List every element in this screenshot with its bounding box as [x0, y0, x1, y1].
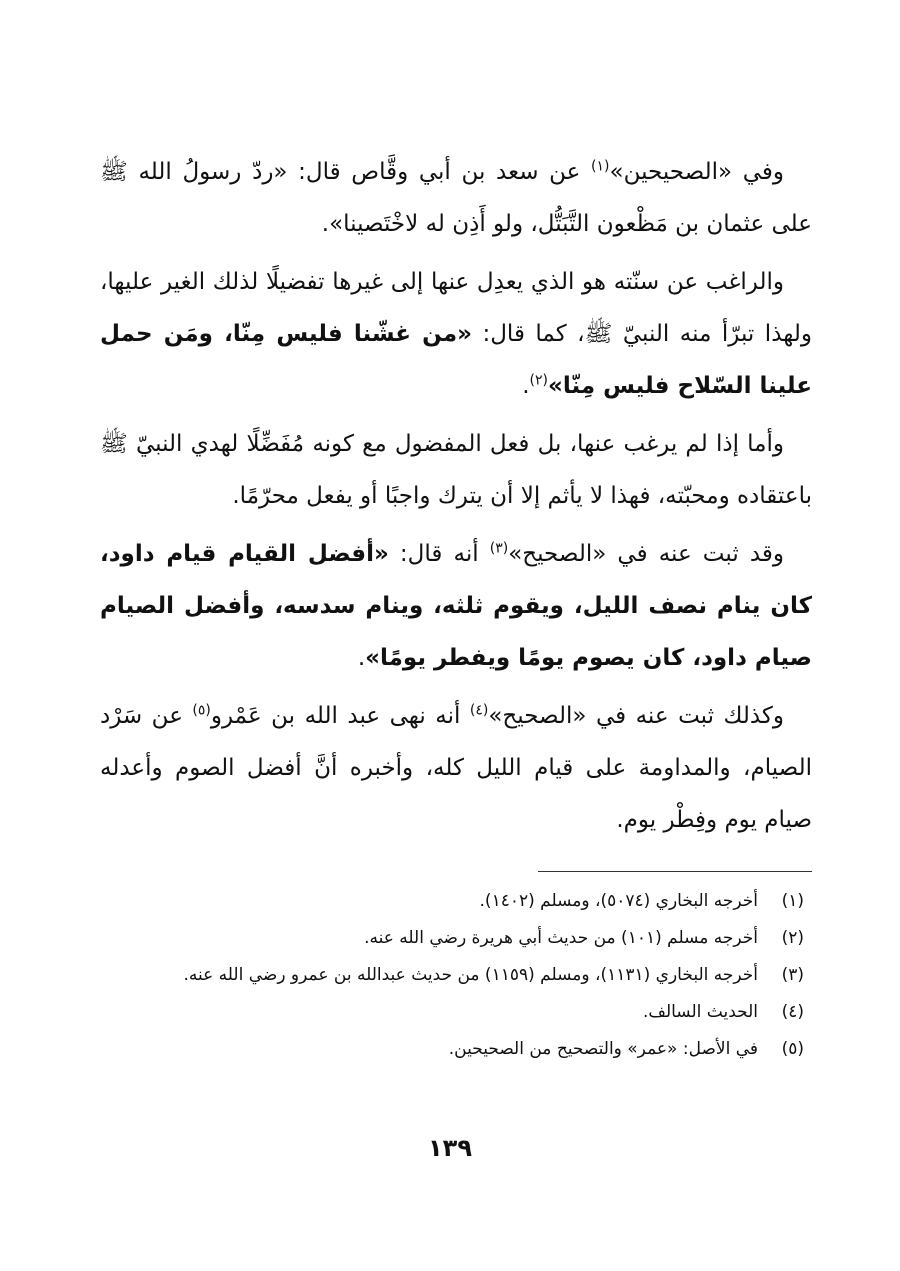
paragraph-text: .: [522, 373, 530, 399]
footnote-ref[interactable]: (٢): [529, 372, 549, 389]
page-number: ١٣٩: [428, 1134, 472, 1162]
paragraph-2: [100, 256, 812, 412]
paragraph-3: [100, 418, 812, 522]
hadith-quote: «من غشّنا فليس مِنّا، ومَن حمل علينا السّلاح فليس مِنّا»: [100, 321, 812, 399]
paragraph-4: [100, 528, 812, 684]
footnote-text: في الأصل: «عمر» والتصحيح من الصحيحين.: [448, 1039, 758, 1059]
footnote-text: الحديث السالف.: [642, 1002, 758, 1022]
footnote-ref[interactable]: (٣): [489, 540, 509, 557]
footnote-ref[interactable]: (١): [591, 158, 610, 175]
paragraph-text: أنه نهى عبد الله بن عَمْرو: [210, 703, 470, 729]
footnote-ref[interactable]: (٤): [469, 702, 489, 719]
footnote-item: [100, 920, 812, 957]
hadith-quote: «أفضل القيام قيام داود، كان ينام نصف الليل، ويقوم ثلثه، وينام سدسه، وأفضل الصيام صيام داود، كان يصوم يومًا ويفطر يومًا»: [100, 541, 812, 671]
footnote-item: [100, 883, 812, 920]
footnote-item: [100, 994, 812, 1031]
paragraph-text: وقد ثبت عنه في «الصحيح»: [508, 541, 784, 567]
footnote-number: (٣): [781, 965, 804, 985]
footnote-text: أخرجه مسلم (١٠١) من حديث أبي هريرة رضي الله عنه.: [364, 928, 758, 948]
paragraph-text: .: [357, 645, 366, 671]
paragraph-text: وأما إذا لم يرغب عنها، بل فعل المفضول مع كونه مُفَضِّلًا لهدي النبيّ ﷺ باعتقاده ومحبّته، فهذا لا يأثم إلا أن يترك واجبًا أو يفعل محرّمًا.: [100, 431, 812, 509]
paragraph-text: وكذلك ثبت عنه في «الصحيح»: [488, 703, 784, 729]
footnote-number: (٢): [781, 928, 804, 948]
paragraph-text: وفي «الصحيحين»: [609, 159, 784, 185]
footnote-item: [100, 1031, 812, 1068]
footnote-text: أخرجه البخاري (٥٠٧٤)، ومسلم (١٤٠٢).: [479, 891, 758, 911]
footnote-text: أخرجه البخاري (١١٣١)، ومسلم (١١٥٩) من حديث عبدالله بن عمرو رضي الله عنه.: [183, 965, 758, 985]
footnote-number: (٥): [781, 1039, 804, 1059]
paragraph-text: عن سعد بن أبي وقَّاص قال: «ردّ رسولُ الله ﷺ على عثمان بن مَظْعون التَّبَتُّل، ولو أَذِن له لاخْتَصينا».: [100, 159, 812, 237]
footnote-number: (١): [781, 891, 804, 911]
paragraph-5: [100, 690, 812, 846]
footnote-ref[interactable]: (٥): [192, 702, 211, 719]
paragraph-text: أنه قال:: [388, 541, 490, 567]
footnotes: [100, 883, 812, 1068]
footnote-divider: [538, 871, 812, 872]
page-body: [100, 146, 812, 852]
footnote-item: [100, 957, 812, 994]
paragraph-text: عن سَرْد الصيام، والمداومة على قيام الليل كله، وأخبره أنَّ أفضل الصوم وأعدله صيام يوم وفِطْر يوم.: [100, 703, 812, 833]
paragraph-text: والراغب عن سنّته هو الذي يعدِل عنها إلى غيرها تفضيلًا لذلك الغير عليها، ولهذا تبرّأ منه النبيّ ﷺ، كما قال:: [100, 269, 812, 347]
footnote-number: (٤): [781, 1002, 804, 1022]
paragraph-1: [100, 146, 812, 250]
